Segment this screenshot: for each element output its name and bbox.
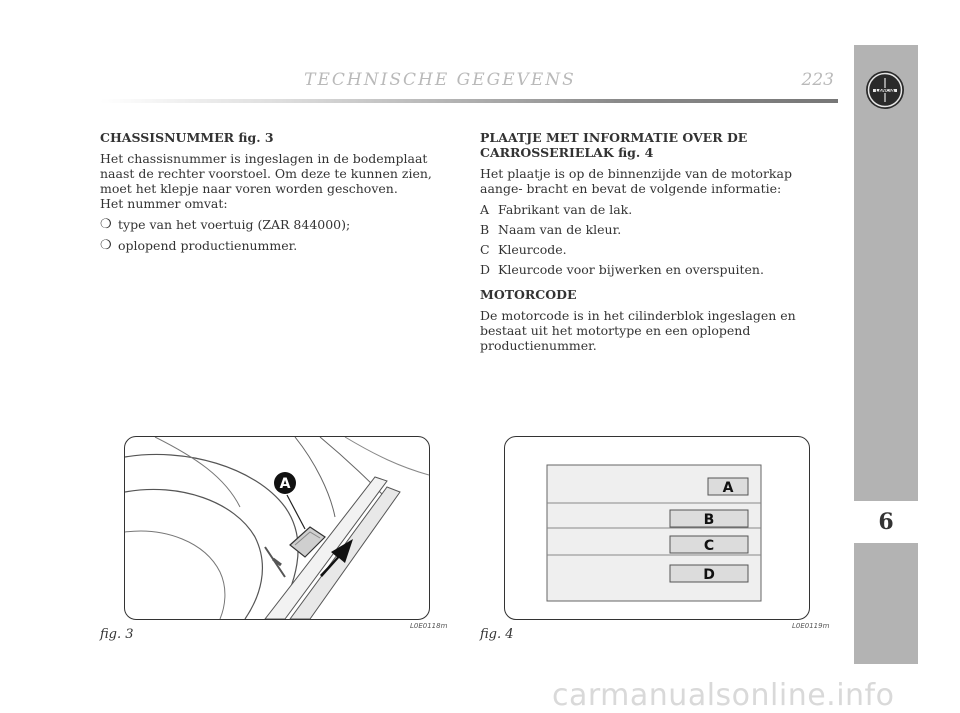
item-letter: D [480,262,491,277]
page-number: 223 [801,70,834,90]
item-letter: C [480,242,490,257]
lancia-logo-icon [865,70,905,110]
header-rule [100,99,838,103]
figure-3-label: fig. 3 [100,627,134,642]
paint-plate-illustration [505,437,809,619]
item-text: Kleurcode. [498,242,567,257]
motorcode-paragraph: De motorcode is in het cilinderblok ingeslagen en bestaat uit het motortype en een oplopend productienummer. [480,308,796,353]
bullet-circle-icon: ❍ [100,217,112,232]
chapter-sidebar [854,45,918,664]
list-item [480,222,835,237]
item-text: Naam van de kleur. [498,222,622,237]
list-item [480,242,835,257]
footer-watermark-url[interactable]: carmanualsonline.info [552,678,895,713]
chapter-number: 6 [878,509,894,535]
plaatje-paragraph: Het plaatje is op de binnenzijde van de motorkap aange- bracht en bevat de volgende informatie: [480,166,792,196]
list-item [480,202,835,217]
chapter-tab[interactable] [854,501,918,543]
figure-4-paint-plate [504,436,810,620]
plate-tag-a [708,478,748,496]
right-column [480,130,835,359]
section-heading-motorcode: MOTORCODE [480,287,577,302]
page-header-title: TECHNISCHE GEGEVENS [304,70,576,90]
left-column [100,130,452,259]
figure-3-code: L0E0118m [410,622,448,630]
seat-floor-illustration [125,437,429,619]
list-item [480,262,835,277]
list-item [100,217,452,232]
svg-text:D: D [703,567,715,583]
plate-tag-b [670,510,748,528]
chassisnummer-intro: Het nummer omvat: [100,196,228,211]
svg-text:B: B [703,512,715,528]
bullet-text: type van het voertuig (ZAR 844000); [118,217,351,232]
section-heading-chassisnummer: CHASSISNUMMER fig. 3 [100,130,274,145]
figure-4-label: fig. 4 [480,627,514,642]
plate-tag-d [670,565,748,583]
callout-label: A [279,476,291,492]
bullet-text: oplopend productienummer. [118,238,298,253]
logo-lettering: LANCIA [875,88,895,94]
figure-4-code: L0E0119m [792,622,830,630]
section-heading-plaatje: PLAATJE MET INFORMATIE OVER DE CARROSSERIELAK fig. 4 [480,130,748,160]
item-letter: A [480,202,490,217]
svg-text:A: A [722,480,734,496]
bullet-circle-icon: ❍ [100,238,112,253]
item-text: Kleurcode voor bijwerken en overspuiten. [498,262,764,277]
list-item [100,238,452,253]
plate-tag-c [670,536,748,554]
svg-text:C: C [703,538,715,554]
item-letter: B [480,222,490,237]
item-text: Fabrikant van de lak. [498,202,633,217]
figure-3-seat-floor [124,436,430,620]
chassisnummer-paragraph: Het chassisnummer is ingeslagen in de bodemplaat naast de rechter voorstoel. Om deze te kunnen zien, moet het klepje naar voren worden geschoven. [100,151,432,196]
